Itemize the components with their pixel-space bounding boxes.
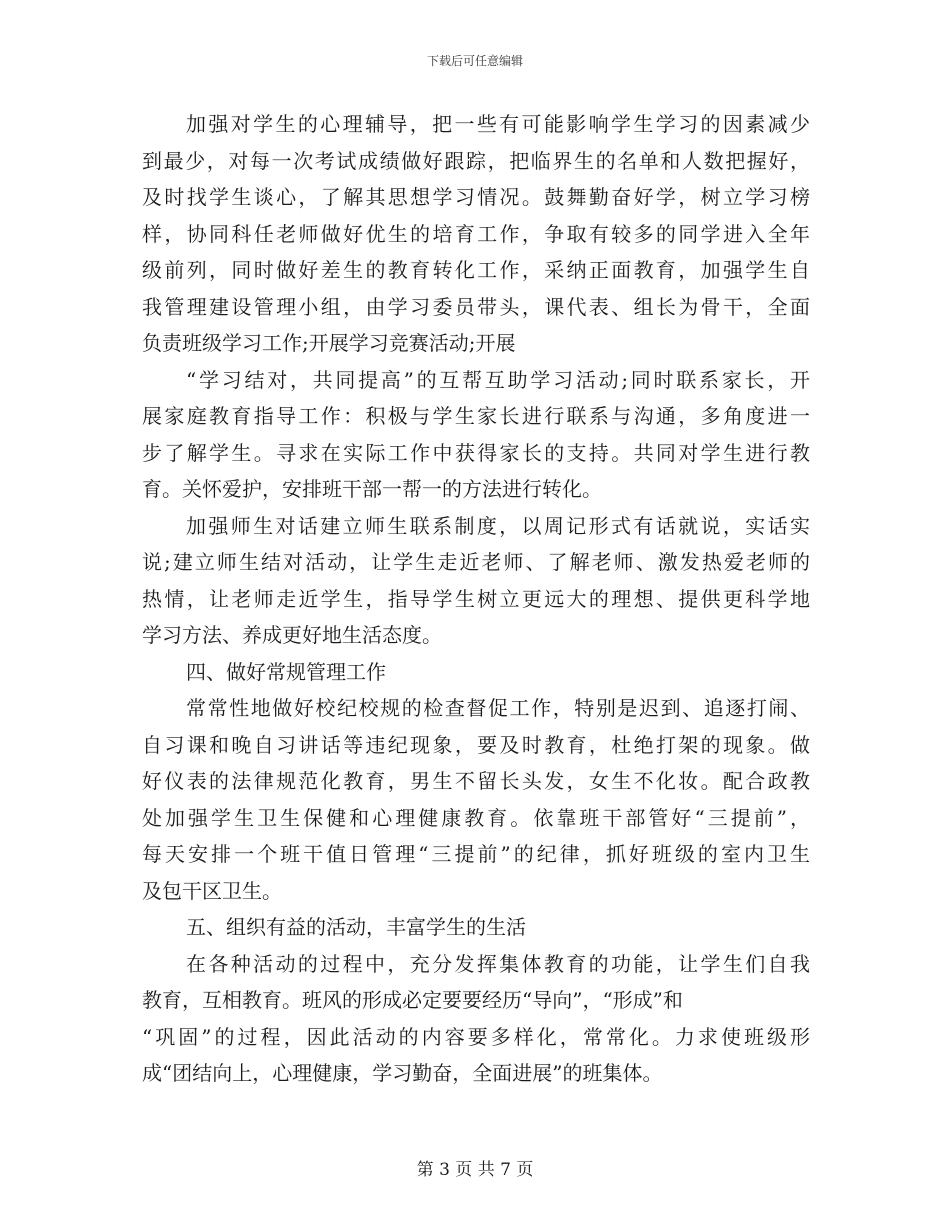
section-heading: 四、做好常规管理工作 [186,659,386,684]
paragraph-line: 步了解学生。寻求在实际工作中获得家长的支持。共同对学生进行教 [142,440,810,465]
paragraph-line: 样，协同科任老师做好优生的培育工作，争取有较多的同学进入全年 [142,221,810,246]
paragraph-line: 在各种活动的过程中，充分发挥集体教育的功能，让学生们自我 [186,951,810,976]
paragraph-line: 好仪表的法律规范化教育，男生不留长头发，女生不化妆。配合政教 [142,769,810,793]
paragraph-line: 成“团结向上，心理健康，学习勤奋，全面进展”的班集体。 [142,1061,663,1085]
paragraph-line: 到最少，对每一次考试成绩做好跟踪，把临界生的名单和人数把握好， [142,148,810,173]
paragraph-line: 处加强学生卫生保健和心理健康教育。依靠班干部管好“三提前”， [142,805,810,830]
paragraph-line: 负责班级学习工作;开展学习竞赛活动;开展 [142,331,516,355]
paragraph-line: “巩固”的过程，因此活动的内容要多样化，常常化。力求使班级形 [142,1024,810,1049]
paragraph-line: 自习课和晚自习讲话等违纪现象，要及时教育，杜绝打架的现象。做 [142,732,810,757]
section-heading: 五、组织有益的活动，丰富学生的生活 [186,915,526,939]
body-text [142,106,810,1092]
paragraph-line: 每天安排一个班干值日管理“三提前”的纪律，抓好班级的室内卫生 [142,842,810,866]
paragraph-line: 说;建立师生结对活动，让学生走近老师、了解老师、激发热爱老师的 [142,550,810,574]
page-footer: 第 3 页 共 7 页 [416,1160,534,1180]
paragraph-line: 我管理建设管理小组，由学习委员带头，课代表、组长为骨干，全面 [142,294,810,319]
paragraph-line: “学习结对，共同提高”的互帮互助学习活动;同时联系家长，开 [186,367,810,392]
paragraph-line: 热情，让老师走近学生，指导学生树立更远大的理想、提供更科学地 [142,586,810,611]
paragraph-line: 及时找学生谈心，了解其思想学习情况。鼓舞勤奋好学，树立学习榜 [142,185,810,209]
page-header: 下载后可任意编辑 [426,54,523,68]
paragraph-line: 教育，互相教育。班风的形成必定要要经历“导向”，“形成”和 [142,988,683,1012]
paragraph-line: 及包干区卫生。 [142,878,282,903]
paragraph-line: 育。关怀爱护，安排班干部一帮一的方法进行转化。 [142,477,602,501]
paragraph-line: 加强师生对话建立师生联系制度，以周记形式有话就说，实话实 [186,513,810,538]
paragraph-line: 常常性地做好校纪校规的检查督促工作，特别是迟到、追逐打闹、 [186,696,810,720]
paragraph-line: 级前列，同时做好差生的教育转化工作，采纳正面教育，加强学生自 [142,258,810,282]
paragraph-line: 加强对学生的心理辅导，把一些有可能影响学生学习的因素减少 [186,112,810,136]
paragraph-line: 学习方法、养成更好地生活态度。 [142,623,442,647]
paragraph-line: 展家庭教育指导工作：积极与学生家长进行联系与沟通，多角度进一 [142,404,810,428]
